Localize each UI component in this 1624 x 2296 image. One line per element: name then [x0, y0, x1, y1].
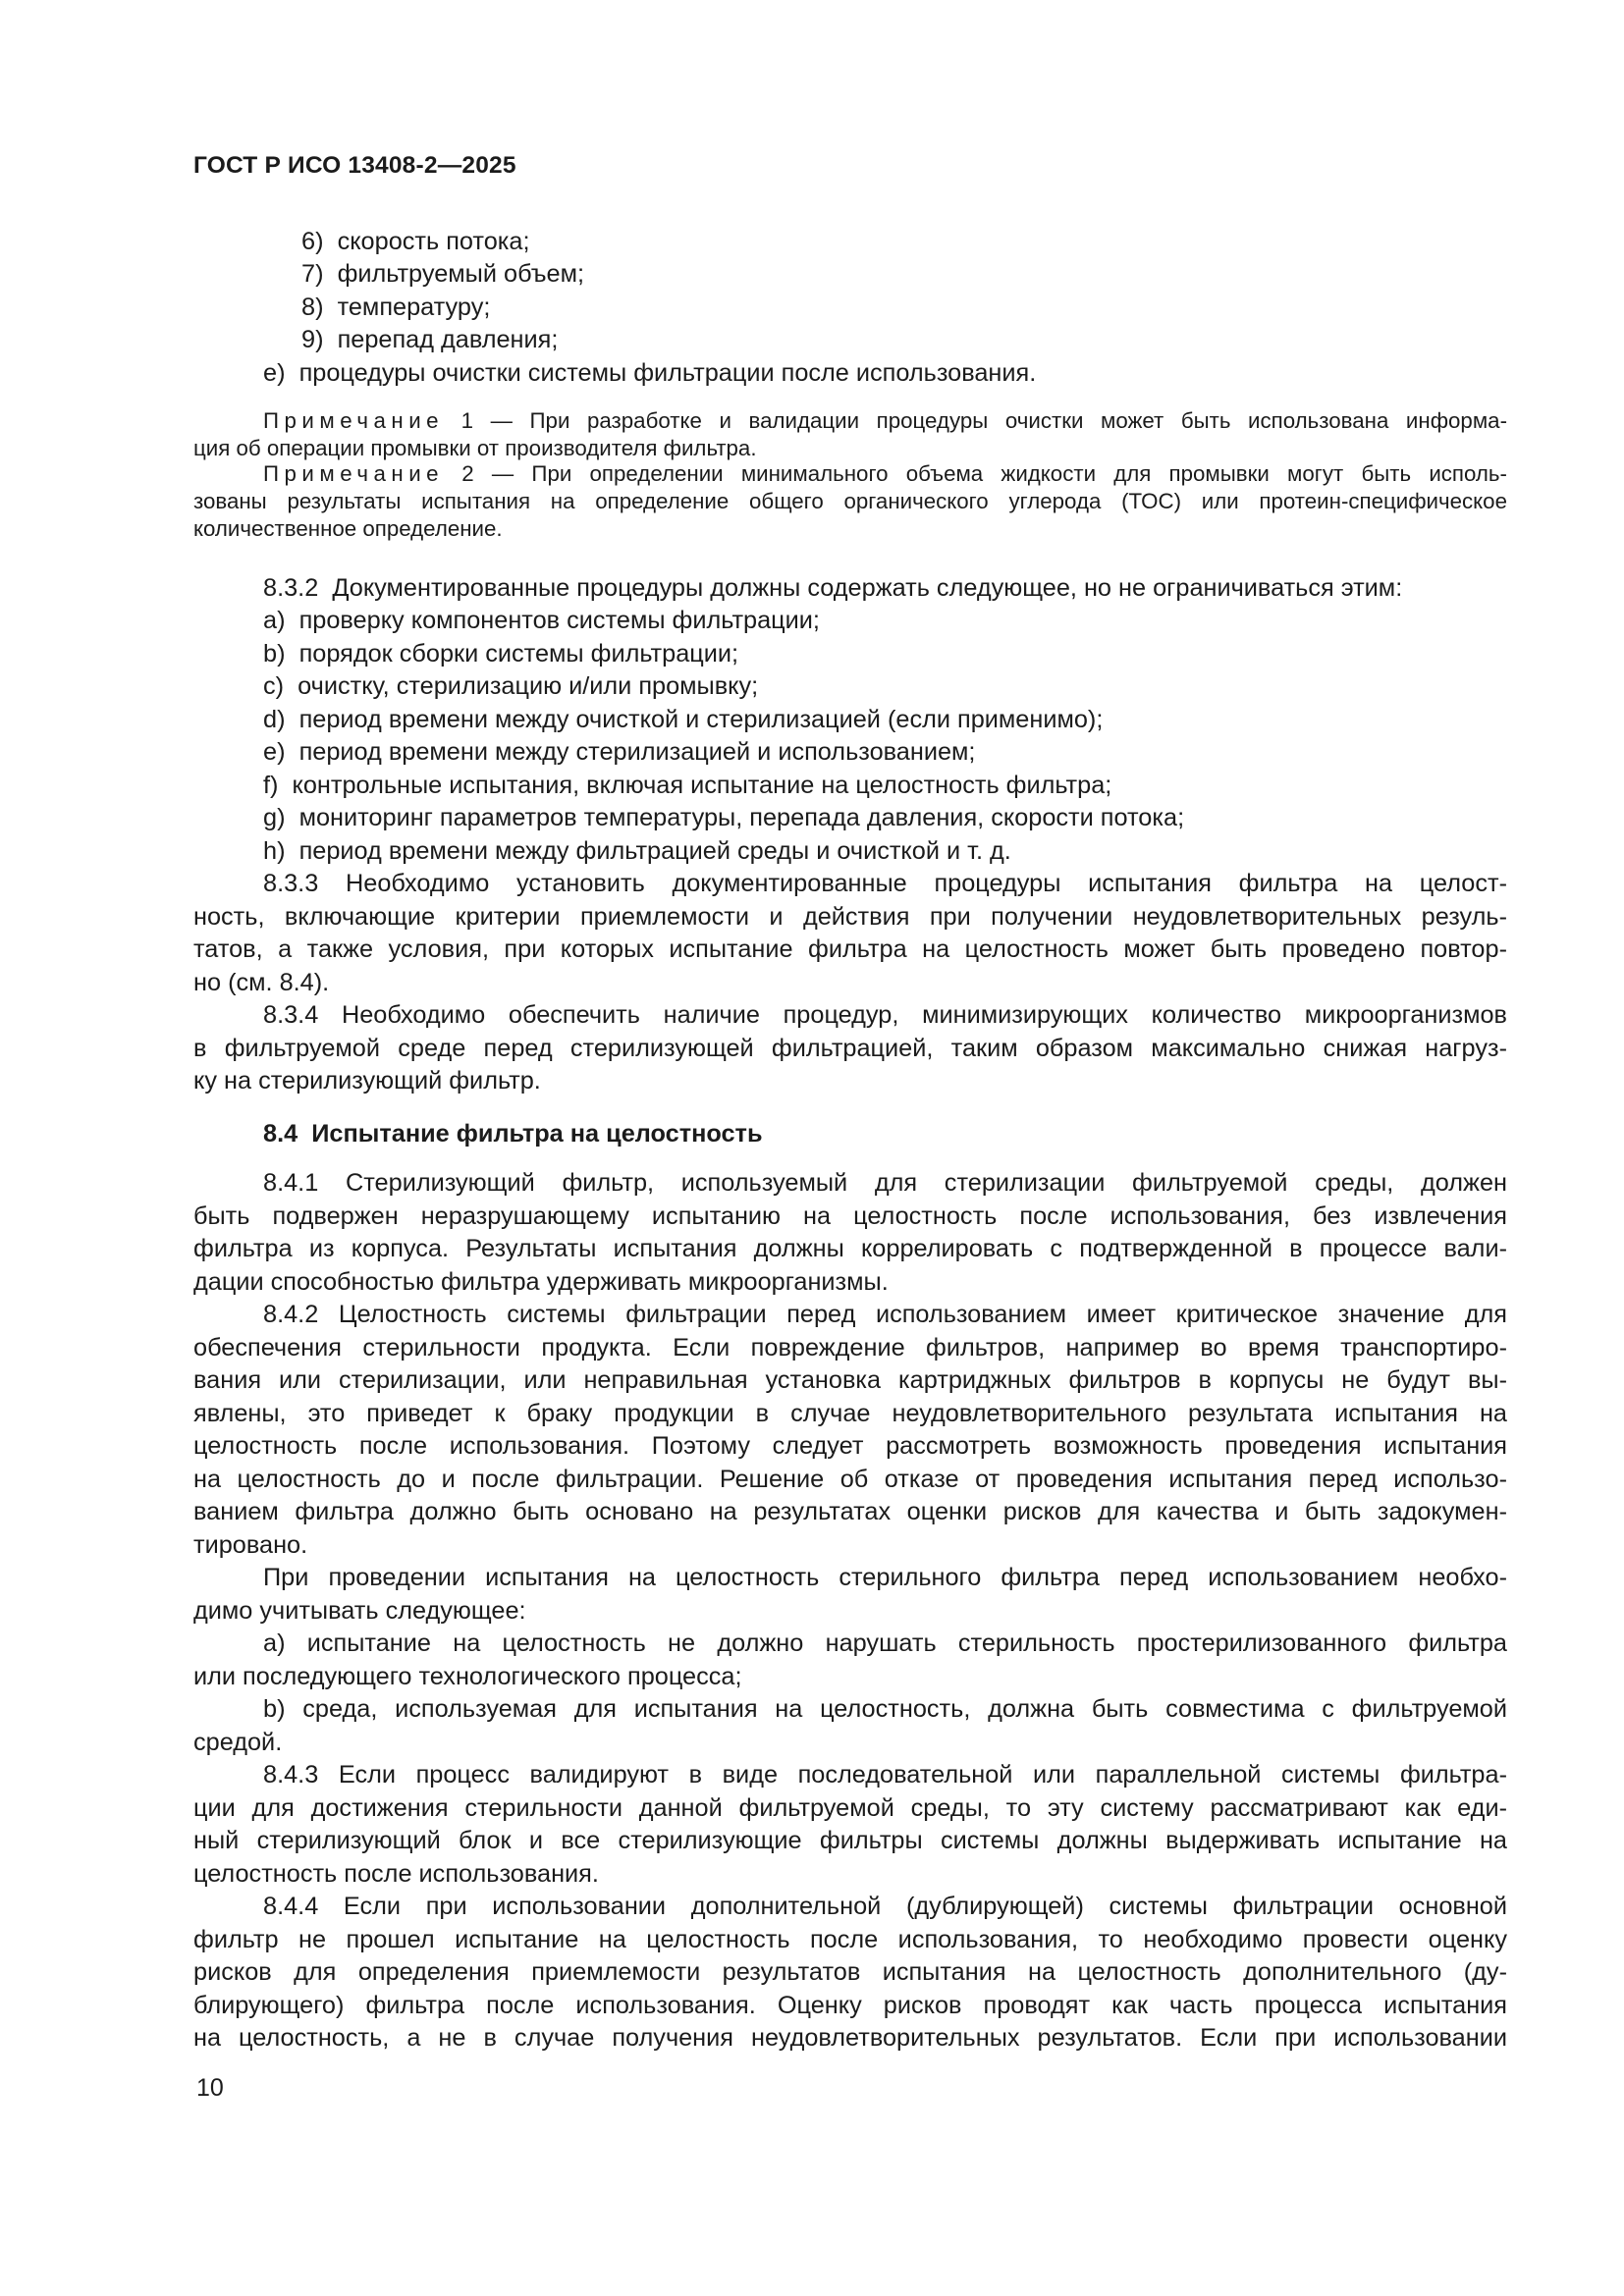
note-2-line [193, 459, 1507, 489]
list-text: проверку компонентов системы фильтрации; [298, 607, 820, 634]
paragraph-8-4-4-line: фильтр не прошел испытание на целостность после использования, то необходимо провести оценку [193, 1926, 1507, 1953]
note-1-line [193, 406, 1507, 436]
list-item [193, 227, 1507, 256]
paragraph-8-3-2 [193, 573, 1507, 603]
list-label: e) [263, 738, 286, 766]
list-text: порядок сборки системы фильтрации; [298, 640, 739, 667]
list-label: g) [263, 804, 286, 831]
paragraph-8-3-3-line: татов, а также условия, при которых испытание фильтра на целостность может быть проведено повтор- [193, 935, 1507, 963]
paragraph-8-4-4-line: на целостность, а не в случае получения неудовлетворительных результатов. Если при использовании [193, 2024, 1507, 2052]
paragraph-8-4-2-line: вания или стерилизации, или неправильная установка картриджных фильтров в корпусы не будут вы- [193, 1366, 1507, 1394]
paragraph-8-4-1-line: 8.4.1 Стерилизующий фильтр, используемый для стерилизации фильтруемой среды, должен [263, 1169, 1507, 1197]
paragraph-8-4-2-line: ванием фильтра должно быть основано на результатах оценки рисков для качества и быть задокумен- [193, 1498, 1507, 1525]
paragraph-8-4-3-line: целостность после использования. [193, 1860, 599, 1888]
list-text: период времени между стерилизацией и использованием; [298, 738, 976, 766]
list-label: c) [263, 672, 285, 700]
list-label: 6) [301, 228, 324, 255]
list-text: температуру; [337, 294, 491, 321]
list-item [193, 325, 1507, 354]
note-number: 1 [460, 408, 474, 433]
list-label: e) [263, 359, 286, 387]
paragraph-8-4-2-line: тировано. [193, 1531, 308, 1559]
paragraph-8-4-2-line: 8.4.2 Целостность системы фильтрации перед использованием имеет критическое значение для [263, 1301, 1507, 1328]
list-item [193, 358, 1507, 388]
list-item [193, 293, 1507, 322]
section-heading [193, 1119, 1507, 1148]
list-text: процедуры очистки системы фильтрации после использования. [298, 359, 1037, 387]
list-text: фильтруемый объем; [337, 260, 585, 288]
paragraph-8-4-4-line: 8.4.4 Если при использовании дополнительной (дублирующей) системы фильтрации основной [263, 1893, 1507, 1920]
paragraph-8-4-3-line: ции для достижения стерильности данной фильтруемой среды, то эту систему рассматривают как еди- [193, 1794, 1507, 1822]
paragraph-8-4-2-line: целостность после использования. Поэтому следует рассмотреть возможность проведения испытания [193, 1432, 1507, 1460]
paragraph-8-4-1-line: дации способностью фильтра удерживать микроорганизмы. [193, 1268, 889, 1296]
list-item [193, 771, 1507, 800]
paragraph-8-4-2-line: явлены, это приведет к браку продукции в случае неудовлетворительного результата испытания на [193, 1400, 1507, 1427]
list-label: f) [263, 772, 279, 799]
clause-text: Документированные процедуры должны содержать следующее, но не ограничиваться этим: [332, 574, 1403, 602]
paragraph-line: димо учитывать следующее: [193, 1597, 526, 1625]
note-label: Примечание [263, 461, 445, 486]
page-number: 10 [196, 2074, 224, 2102]
paragraph-8-4-4-line: блирующего) фильтра после использования. Оценку рисков проводят как часть процесса испытания [193, 1992, 1507, 2019]
list-item-line: b) среда, используемая для испытания на целостность, должна быть совместима с фильтруемой [263, 1695, 1507, 1723]
note-text: — При определении минимального объема жидкости для промывки могут быть исполь- [491, 461, 1507, 486]
paragraph-8-3-4-line: ку на стерилизующий фильтр. [193, 1067, 541, 1095]
list-item [193, 803, 1507, 832]
list-text: период времени между фильтрацией среды и очисткой и т. д. [298, 837, 1011, 865]
list-text: период времени между очисткой и стерилизацией (если применимо); [298, 706, 1104, 733]
paragraph-8-4-3-line: 8.4.3 Если процесс валидируют в виде последовательной или параллельной системы фильтра- [263, 1761, 1507, 1789]
list-label: 7) [301, 260, 324, 288]
list-item [193, 836, 1507, 866]
paragraph-8-4-3-line: ный стерилизующий блок и все стерилизующие фильтры системы должны выдерживать испытание на [193, 1827, 1507, 1854]
list-label: 8) [301, 294, 324, 321]
list-text: перепад давления; [337, 326, 559, 353]
list-label: d) [263, 706, 286, 733]
note-2-line: количественное определение. [193, 516, 503, 541]
paragraph-8-3-3-line: но (см. 8.4). [193, 969, 330, 996]
section-number: 8.4 [263, 1120, 298, 1148]
list-text: контрольные испытания, включая испытание на целостность фильтра; [292, 772, 1112, 799]
list-item [193, 737, 1507, 767]
paragraph-8-4-1-line: быть подвержен неразрушающему испытанию на целостность после использования, без извлечения [193, 1202, 1507, 1230]
list-label: 9) [301, 326, 324, 353]
note-1-line: ция об операции промывки от производителя фильтра. [193, 436, 757, 460]
list-item [193, 639, 1507, 668]
paragraph-8-3-4-line: 8.3.4 Необходимо обеспечить наличие процедур, минимизирующих количество микроорганизмов [263, 1001, 1507, 1029]
list-item [193, 671, 1507, 701]
paragraph-8-4-1-line: фильтра из корпуса. Результаты испытания должны коррелировать с подтвержденной в процессе вали- [193, 1235, 1507, 1262]
paragraph-8-3-3-line: ность, включающие критерии приемлемости и действия при получении неудовлетворительных резуль- [193, 903, 1507, 931]
paragraph-8-3-3-line: 8.3.3 Необходимо установить документированные процедуры испытания фильтра на целост- [263, 870, 1507, 897]
paragraph-line: При проведении испытания на целостность стерильного фильтра перед использованием необхо- [263, 1564, 1507, 1591]
list-item [193, 705, 1507, 734]
list-text: скорость потока; [337, 228, 530, 255]
paragraph-8-3-4-line: в фильтруемой среде перед стерилизующей фильтрацией, таким образом максимально снижая нагруз- [193, 1035, 1507, 1062]
paragraph-8-4-2-line: обеспечения стерильности продукта. Если повреждение фильтров, например во время транспортиро- [193, 1334, 1507, 1362]
list-label: h) [263, 837, 286, 865]
list-item-line: или последующего технологического процесса; [193, 1663, 742, 1690]
paragraph-8-4-2-line: на целостность до и после фильтрации. Решение об отказе от проведения испытания перед использо- [193, 1466, 1507, 1493]
list-item [193, 259, 1507, 289]
note-label: Примечание [263, 408, 445, 433]
note-2-line: зованы результаты испытания на определение общего органического углерода (ТОС) или протеин-специфическое [193, 489, 1507, 513]
running-title: ГОСТ Р ИСО 13408-2—2025 [193, 152, 516, 179]
note-text: — При разработке и валидации процедуры очистки может быть использована информа- [490, 408, 1507, 433]
clause-number: 8.3.2 [263, 574, 319, 602]
list-text: мониторинг параметров температуры, перепада давления, скорости потока; [298, 804, 1185, 831]
list-label: b) [263, 640, 286, 667]
list-item [193, 606, 1507, 635]
paragraph-8-4-4-line: рисков для определения приемлемости результатов испытания на целостность дополнительного (ду- [193, 1958, 1507, 1986]
list-text: очистку, стерилизацию и/или промывку; [298, 672, 759, 700]
list-label: a) [263, 607, 286, 634]
section-title: Испытание фильтра на целостность [311, 1120, 763, 1148]
note-number: 2 [461, 461, 474, 486]
list-item-line: a) испытание на целостность не должно нарушать стерильность простерилизованного фильтра [263, 1629, 1507, 1657]
list-item-line: средой. [193, 1729, 283, 1756]
